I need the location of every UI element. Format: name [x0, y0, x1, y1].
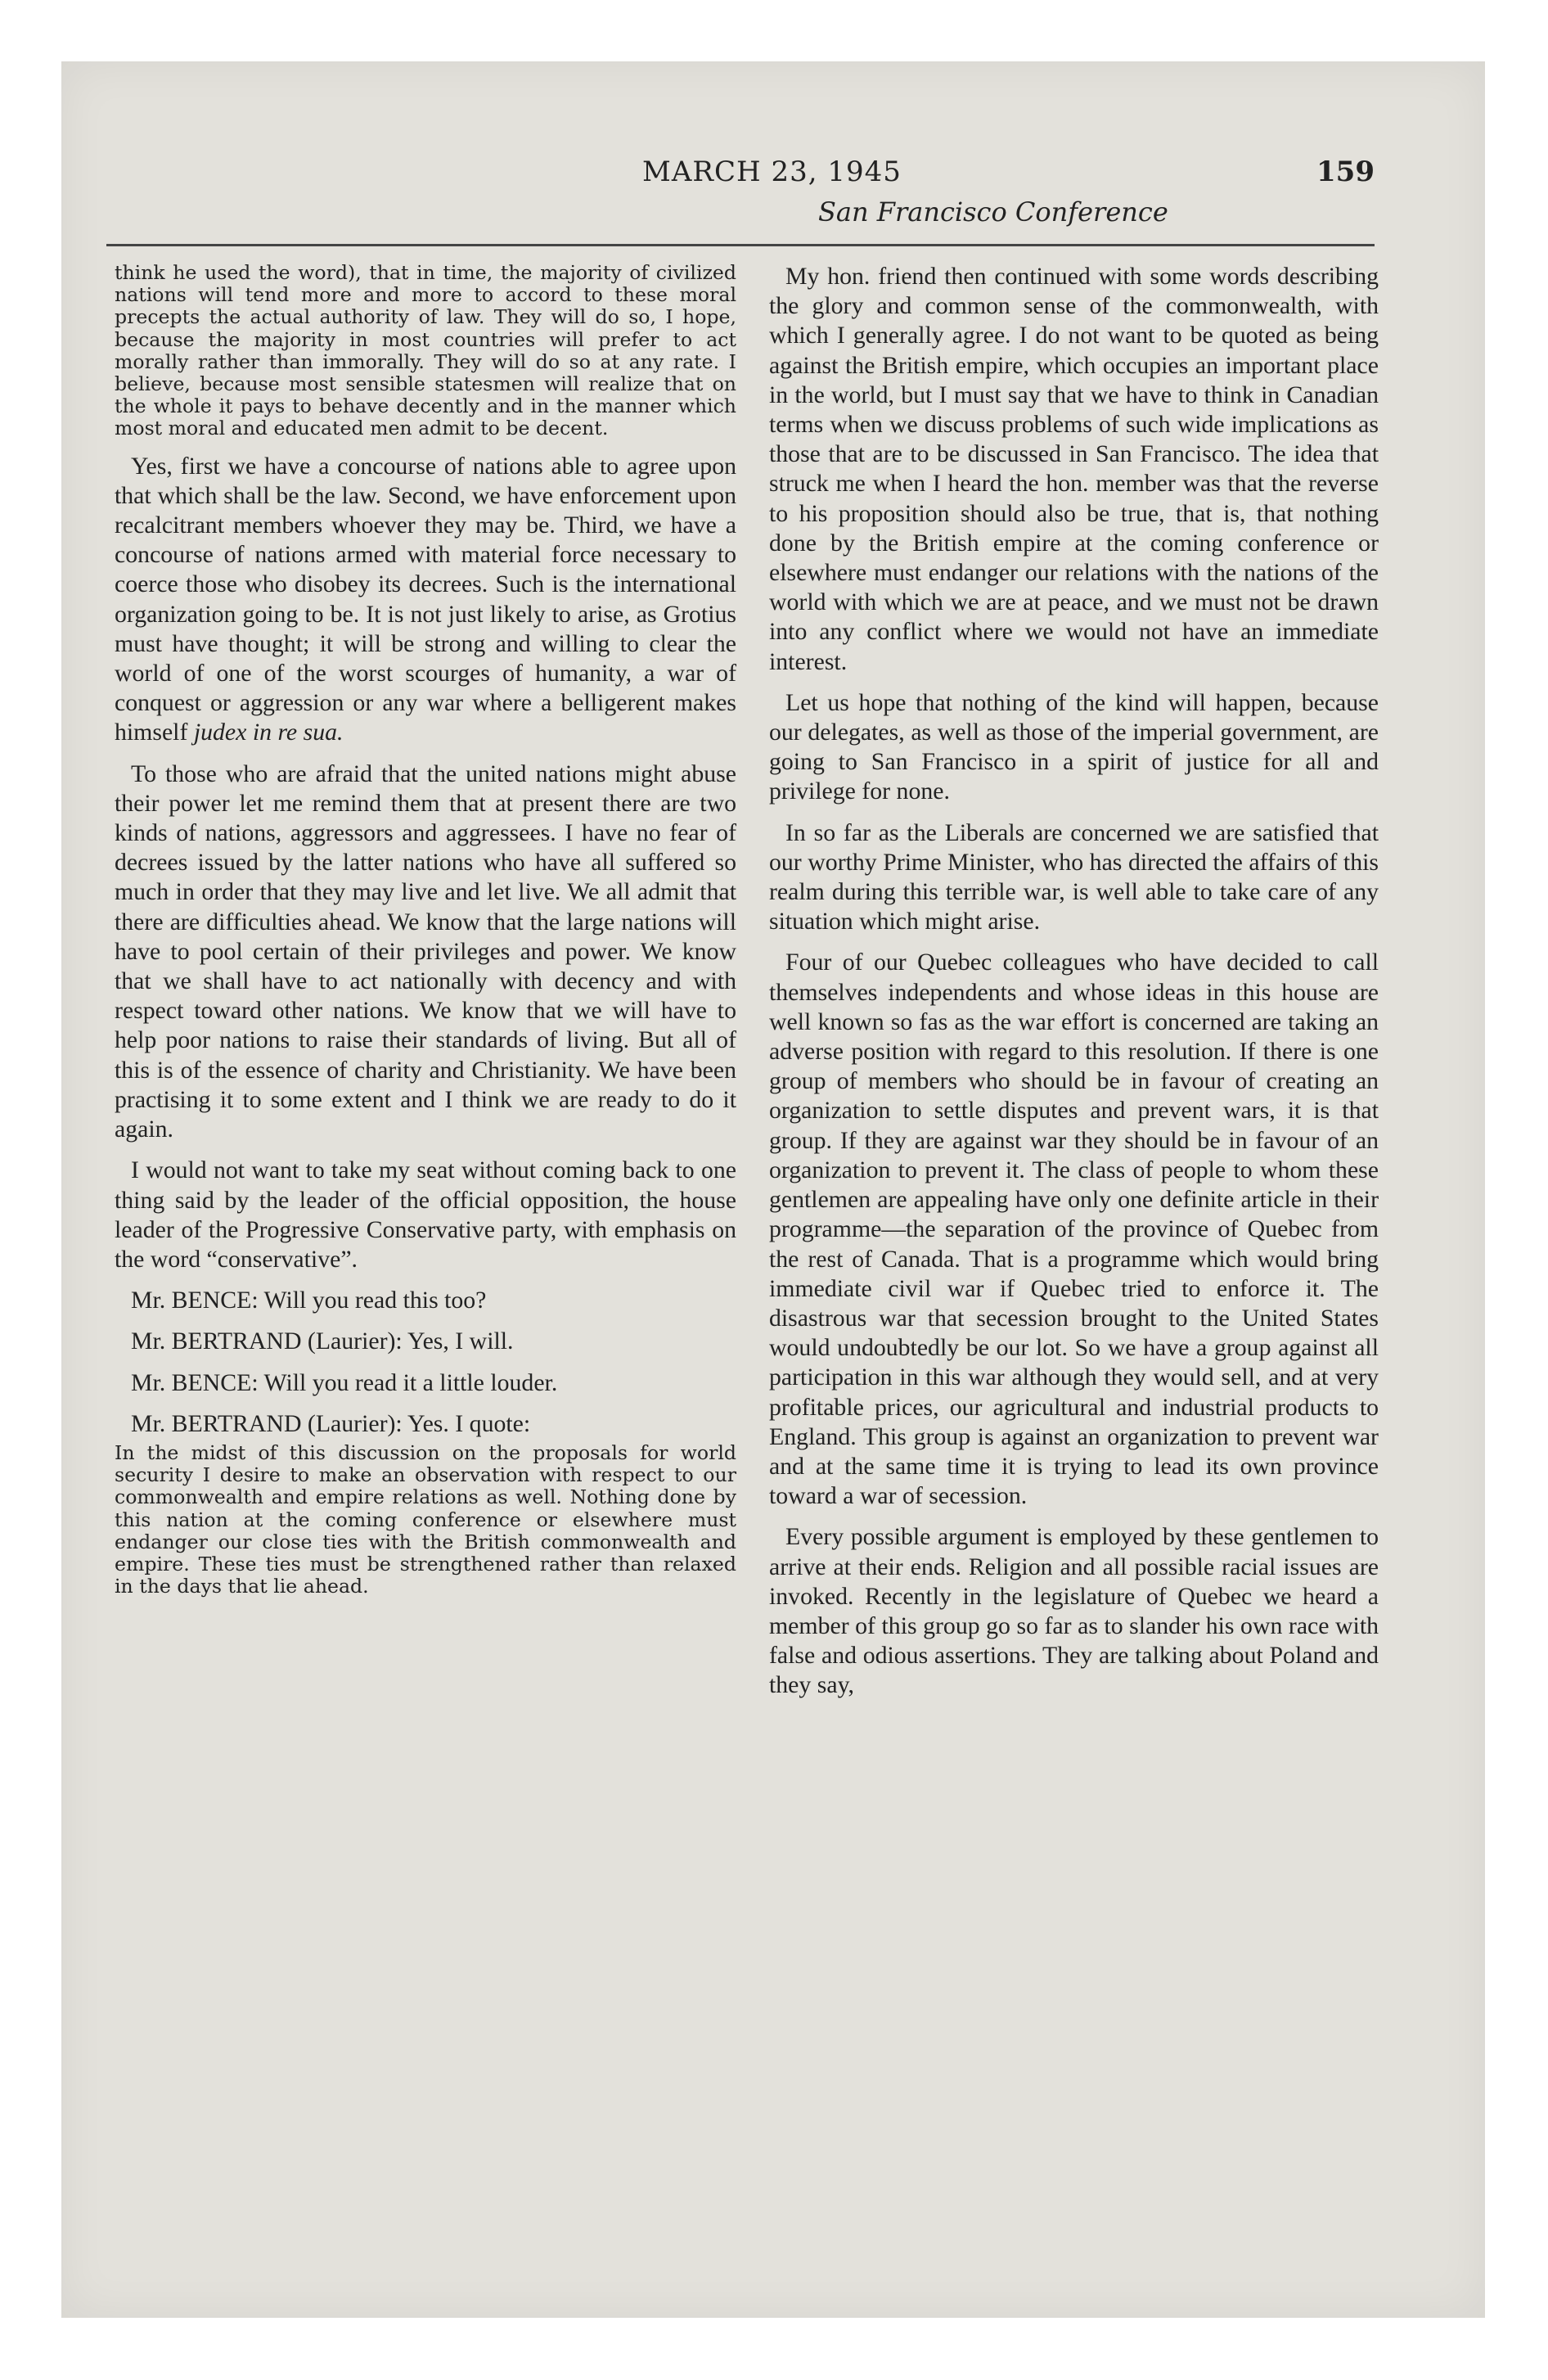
dialogue-line: Mr. BERTRAND (Laurier): Yes, I will. [131, 1327, 514, 1355]
dialogue-line: Mr. BENCE: Will you read this too? [131, 1287, 487, 1314]
paragraph: Every possible argument is employed by these gentlemen to arrive at their ends. Religion and all possible racial issues are invoked. Recently in the legislature of Quebec we heard a member of this group go so far as to slander his own race with false and odious assertions. They are talking about Poland and they say, [769, 1523, 1379, 1699]
paragraph: I would not want to take my seat without coming back to one thing said by the leader of the official opposition, the house leader of the Progressive Conservative party, with emphasis on the word “conservative”. [115, 1156, 736, 1273]
right-column [769, 262, 1379, 1712]
paragraph: Let us hope that nothing of the kind will happen, because our delegates, as well as those of the imperial government, are going to San Francisco in a spirit of justice for all and privilege for none. [769, 688, 1379, 805]
paragraph: Four of our Quebec colleagues who have decided to call themselves independents and whose ideas in this house are well known so fas as the war effort is concerned are taking an adverse position with regard to this resolution. If there is one group of members who should be in favour of creating an organization to settle disputes and prevent wars, it is that group. If they are against war they should be in favour of an organization to prevent it. The class of people to whom these gentlemen are appealing have only one definite article in their programme—the separation of the province of Quebec from the rest of Canada. That is a programme which would bring immediate civil war if Quebec tried to enforce it. The disastrous war that secession brought to the United States would undoubtedly be our lot. So we have a group against all participation in this war although they would sell, and at very profitable prices, our agricultural and industrial products to England. This group is against an organization to prevent war and at the same time it is trying to lead its own province toward a war of secession. [769, 949, 1379, 1510]
dialogue-line: Mr. BERTRAND (Laurier): Yes. I quote: [131, 1409, 531, 1437]
paragraph: To those who are afraid that the united nations might abuse their power let me remind them that at present there are two kinds of nations, aggressors and aggressees. I have no fear of decrees issued by the latter nations who have all suffered so much in order that they may live and let live. We all admit that there are difficulties ahead. We know that the large nations will have to pool certain of their privileges and power. We know that we shall have to act nationally with decency and with respect toward other nations. We know that we will have to help poor nations to raise their standards of living. But all of this is of the essence of charity and Christianity. We have been practising it to some extent and I think we are ready to do it again. [115, 760, 736, 1143]
left-column [115, 262, 736, 1609]
paragraph: In so far as the Liberals are concerned we are satisfied that our worthy Prime Minister, who has directed the affairs of this realm during this terrible war, is well able to take care of any situation which might arise. [769, 818, 1379, 935]
latin-phrase: judex in re sua. [193, 719, 344, 746]
header-subtitle: San Francisco Conference [818, 196, 1168, 228]
block-quote: In the midst of this discussion on the proposals for world security I desire to make an observation with respect to our commonwealth and empire relations as well. Nothing done by this nation at the coming conference or elsewhere must endanger our close ties with the British commonwealth and empire. These ties must be strengthened rather than relaxed in the days that lie ahead. [115, 1440, 736, 1598]
paragraph: think he used the word), that in time, the majority of civilized nations will tend more and more to accord to these moral precepts the actual authority of law. They will do so, I hope, because the majority in most countries will prefer to act morally rather than immorally. They will do so at any rate. I believe, because most sensible statesmen will realize that on the whole it pays to behave decently and in the manner which most moral and educated men admit to be decent. [115, 261, 736, 440]
page-number: 159 [1316, 156, 1375, 188]
page-header [106, 156, 1375, 237]
paragraph-text: Yes, first we have a concourse of nations able to agree upon that which shall be the law. Second, we have enforcement upon recalcitrant members whoever they may be. Third, we have a concourse of nations armed with material force necessary to coerce those who disobey its decrees. Such is the international organization going to be. It is not just likely to arise, as Grotius must have thought; it will be strong and willing to clear the world of one of the worst scourges of humanity, a war of conquest or aggression or any war where a belligerent makes himself [115, 452, 736, 746]
header-rule [106, 244, 1375, 246]
header-date: MARCH 23, 1945 [642, 156, 902, 188]
paragraph [115, 452, 736, 748]
dialogue-line: Mr. BENCE: Will you read it a little louder. [131, 1368, 558, 1396]
paragraph: My hon. friend then continued with some words describing the glory and common sense of the commonwealth, with which I generally agree. I do not want to be quoted as being against the British empire, which occupies an important place in the world, but I must say that we have to think in Canadian terms when we discuss problems of such wide implications as those that are to be discussed in San Francisco. The idea that struck me when I heard the hon. member was that the reverse to his proposition should also be true, that is, that nothing done by the British empire at the coming conference or elsewhere must endanger our relations with the nations of the world with which we are at peace, and we must not be drawn into any conflict where we would not have an immediate interest. [769, 263, 1379, 675]
